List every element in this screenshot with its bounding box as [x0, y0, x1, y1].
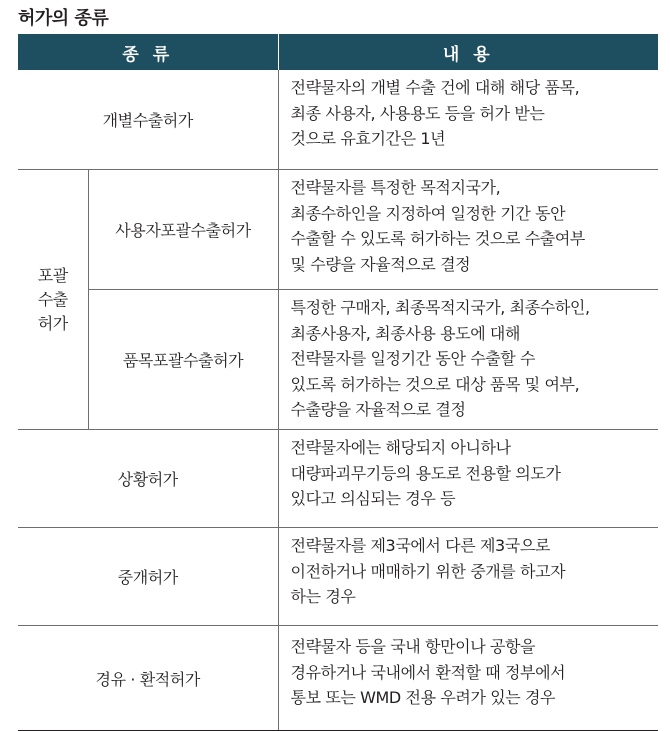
table-row	[18, 626, 658, 731]
permit-description: 전략물자를 제3국에서 다른 제3국으로 이전하거나 매매하기 위한 중개를 하고자 하는 경우	[278, 528, 658, 626]
group-label-line: 허가	[37, 313, 68, 333]
permit-description: 전략물자 등을 국내 항만이나 공항을 경유하거나 국내에서 환적할 때 정부에서 통보 또는 WMD 전용 우려가 있는 경우	[278, 626, 658, 731]
permit-name: 상황허가	[18, 430, 278, 528]
permit-description: 전략물자에는 해당되지 아니하나 대량파괴무기등의 용도로 전용할 의도가 있다고 의심되는 경우 등	[278, 430, 658, 528]
group-label-line: 포괄	[37, 265, 68, 285]
table-row	[18, 70, 658, 170]
group-label-line: 수출	[37, 289, 68, 309]
permit-name: 중개허가	[18, 528, 278, 626]
permit-description: 전략물자의 개별 수출 건에 대해 해당 품목, 최종 사용자, 사용용도 등을 허가 받는 것으로 유효기간은 1년	[278, 70, 658, 170]
table-header-row	[18, 34, 658, 70]
permit-name: 사용자포괄수출허가	[88, 170, 278, 290]
header-content: 내 용	[278, 34, 658, 70]
table-row	[18, 170, 658, 290]
table-title: 허가의 종류	[18, 8, 109, 29]
permit-name: 경유 · 환적허가	[18, 626, 278, 731]
table-row	[18, 430, 658, 528]
permit-name: 개별수출허가	[18, 70, 278, 170]
permit-name: 품목포괄수출허가	[88, 290, 278, 430]
group-label-comprehensive-export	[18, 170, 88, 430]
permit-types-table	[18, 34, 658, 731]
table-row	[18, 528, 658, 626]
permit-description: 전략물자를 특정한 목적지국가, 최종수하인을 지정하여 일정한 기간 동안 수출할 수 있도록 허가하는 것으로 수출여부 및 수량을 자율적으로 결정	[278, 170, 658, 290]
permit-description: 특정한 구매자, 최종목적지국가, 최종수하인, 최종사용자, 최종사용 용도에 대해 전략물자를 일정기간 동안 수출할 수 있도록 허가하는 것으로 대상 품목 및 여부, 수출량을 자율적으로 결정	[278, 290, 658, 430]
table-row	[18, 290, 658, 430]
header-kind: 종 류	[18, 34, 278, 70]
